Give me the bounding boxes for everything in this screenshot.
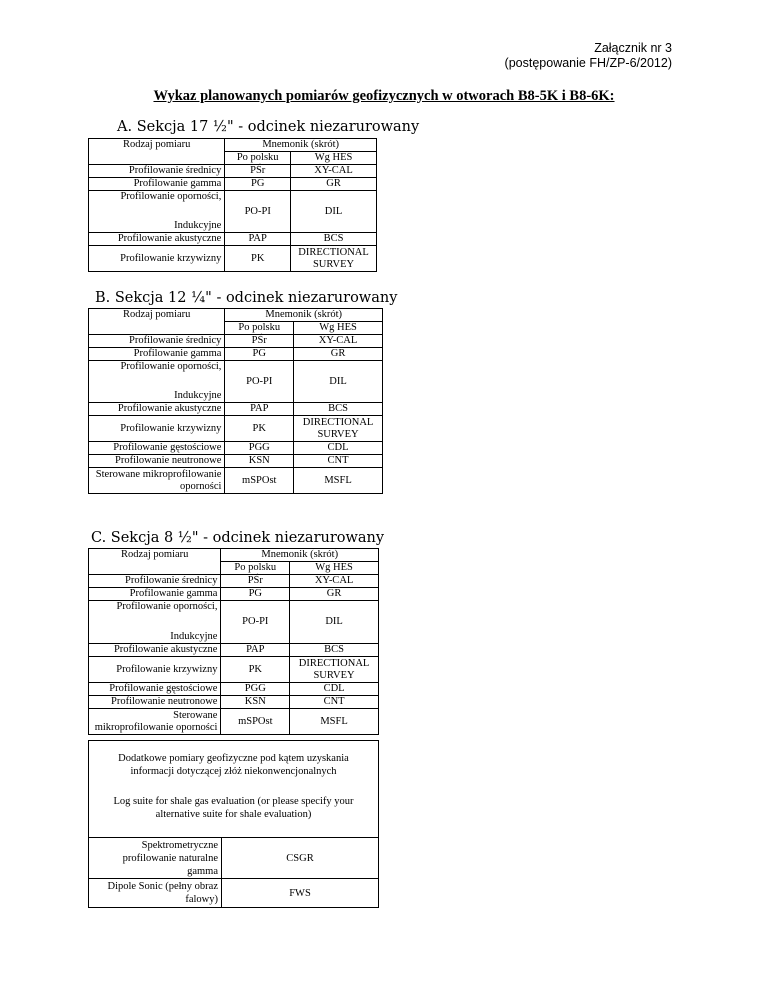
row-label: Profilowanie krzywizny [89,657,221,683]
row-hes: CDL [290,683,379,696]
column-header-hes: Wg HES [294,322,383,335]
row-pl: PO-PI [225,361,294,403]
column-header-measurement: Rodzaj pomiaru [89,549,221,575]
row-hes: CNT [294,455,383,468]
row-hes: GR [294,348,383,361]
row-hes: XY-CAL [290,575,379,588]
row-label: Profilowanie akustyczne [89,403,225,416]
row-label: Profilowanie średnicy [89,335,225,348]
row-hes: DIL [291,191,377,233]
row-label: Profilowanie oporności, Indukcyjne [89,601,221,644]
column-header-polish: Po polsku [225,152,291,165]
row-label: Profilowanie neutronowe [89,455,225,468]
row-label: Profilowanie gamma [89,588,221,601]
row-pl: PAP [221,644,290,657]
column-header-measurement: Rodzaj pomiaru [89,139,225,165]
row-pl: PK [225,246,291,272]
column-header-measurement: Rodzaj pomiaru [89,309,225,335]
row-pl: mSPOst [221,709,290,735]
row-hes: BCS [290,644,379,657]
row-pl: PŚr [225,165,291,178]
row-pl: PAP [225,233,291,246]
row-label: Profilowanie krzywizny [89,416,225,442]
row-label: Dipole Sonic (pełny obraz falowy) [89,879,222,907]
row-hes: BCS [291,233,377,246]
column-header-mnemonic: Mnemonik (skrót) [221,549,379,562]
row-pl: PK [221,657,290,683]
row-hes: XY-CAL [294,335,383,348]
row-hes: GR [291,178,377,191]
row-label: Profilowanie oporności, Indukcyjne [89,361,225,403]
row-hes: DIL [290,601,379,644]
attachment-number: Załącznik nr 3 [594,41,672,55]
row-label: Profilowanie gęstościowe [89,683,221,696]
section-c-table [88,548,379,735]
row-label: Sterowane mikroprofilowanie oporności [89,709,221,735]
row-pl: PŚr [221,575,290,588]
row-label: Spektrometryczne profilowanie naturalne gamma [89,838,222,878]
column-header-hes: Wg HES [290,562,379,575]
row-pl: PG [221,588,290,601]
additional-row [89,837,378,878]
row-pl: PO-PI [221,601,290,644]
row-code: FWS [289,887,311,899]
additional-measurements-intro: Dodatkowe pomiary geofizyczne pod kątem uzyskania informacji dotyczącej złóż niekonwencjonalnych [118,753,349,777]
row-pl: KSN [221,696,290,709]
document-header [505,41,672,71]
section-c-title: C. Sekcja 8 ½" - odcinek niezarurowany [91,530,385,546]
row-hes: BCS [294,403,383,416]
row-hes: MSFL [290,709,379,735]
row-label: Profilowanie gamma [89,348,225,361]
section-b-table [88,308,383,494]
procedure-reference: (postępowanie FH/ZP-6/2012) [504,56,672,70]
row-hes: GR [290,588,379,601]
row-hes: CDL [294,442,383,455]
row-label: Sterowane mikroprofilowanie oporności [89,468,225,494]
row-label: Profilowanie oporności, Indukcyjne [89,191,225,233]
section-a-table [88,138,377,272]
row-hes: DIRECTIONAL SURVEY [290,657,379,683]
column-header-polish: Po polsku [221,562,290,575]
page-title: Wykaz planowanych pomiarów geofizycznych w otworach B8-5K i B8-6K: [153,88,615,104]
row-pl: mSPOst [225,468,294,494]
row-pl: PŚr [225,335,294,348]
row-hes: XY-CAL [291,165,377,178]
row-hes: CNT [290,696,379,709]
row-hes: DIRECTIONAL SURVEY [294,416,383,442]
row-hes: DIRECTIONAL SURVEY [291,246,377,272]
shale-log-suite-note: Log suite for shale gas evaluation (or please specify your alternative suite for shale evaluation) [113,796,354,820]
row-pl: PGG [221,683,290,696]
additional-row [89,878,378,907]
column-header-mnemonic: Mnemonik (skrót) [225,139,377,152]
row-hes: DIL [294,361,383,403]
row-label: Profilowanie gęstościowe [89,442,225,455]
row-pl: PGG [225,442,294,455]
column-header-polish: Po polsku [225,322,294,335]
column-header-hes: Wg HES [291,152,377,165]
row-label: Profilowanie średnicy [89,165,225,178]
row-pl: PG [225,348,294,361]
row-label: Profilowanie gamma [89,178,225,191]
row-label: Profilowanie akustyczne [89,644,221,657]
additional-measurements-box [88,740,379,908]
row-pl: PO-PI [225,191,291,233]
row-pl: PG [225,178,291,191]
row-label: Profilowanie neutronowe [89,696,221,709]
row-code: CSGR [286,852,314,864]
row-pl: PK [225,416,294,442]
row-label: Profilowanie akustyczne [89,233,225,246]
section-b-title: B. Sekcja 12 ¼" - odcinek niezarurowany [95,290,398,306]
row-pl: PAP [225,403,294,416]
row-label: Profilowanie średnicy [89,575,221,588]
row-pl: KSN [225,455,294,468]
column-header-mnemonic: Mnemonik (skrót) [225,309,383,322]
section-a-title: A. Sekcja 17 ½" - odcinek niezarurowany [117,119,420,135]
row-label: Profilowanie krzywizny [89,246,225,272]
row-hes: MSFL [294,468,383,494]
